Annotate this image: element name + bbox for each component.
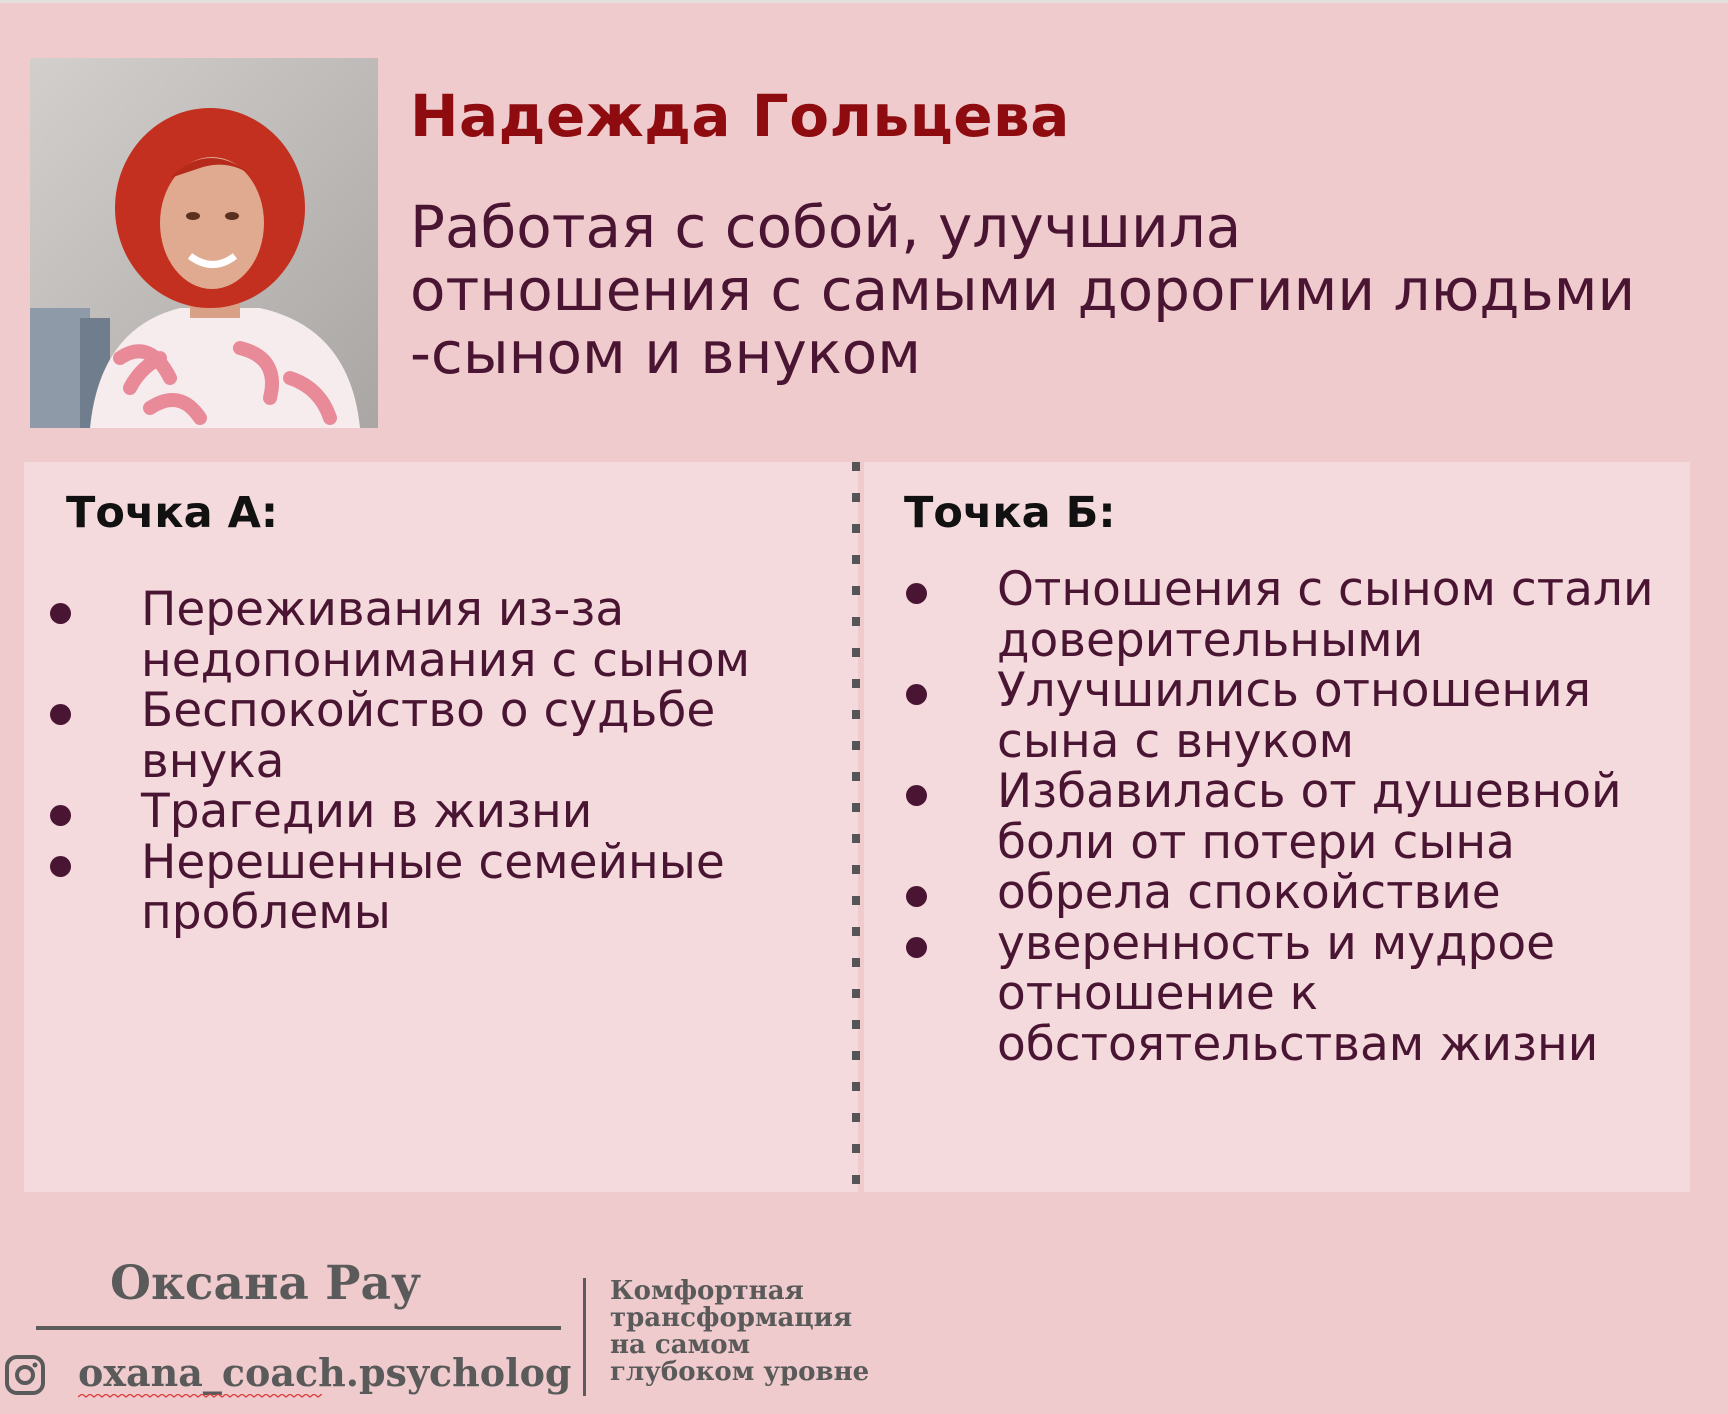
list-item-text: Избавилась от душевной боли от потери сына bbox=[997, 764, 1622, 870]
bullet-icon bbox=[50, 856, 71, 877]
bullet-icon bbox=[906, 785, 927, 806]
brand-name: Оксана Рау bbox=[110, 1256, 422, 1311]
dotted-divider bbox=[852, 462, 860, 1192]
bullet-icon bbox=[906, 583, 927, 604]
tagline-line: глубоком уровне bbox=[610, 1357, 870, 1387]
list-item bbox=[906, 865, 1696, 920]
headline-line: отношения с самыми дорогими людьми bbox=[410, 256, 1636, 324]
bullet-icon bbox=[906, 937, 927, 958]
list-item bbox=[50, 784, 830, 839]
instagram-icon[interactable] bbox=[4, 1354, 46, 1396]
list-item-text: Трагедии в жизни bbox=[141, 784, 593, 839]
list-item bbox=[906, 562, 1696, 668]
point-b-list bbox=[906, 562, 1696, 1072]
bullet-icon bbox=[50, 603, 71, 624]
brand-underline bbox=[36, 1326, 561, 1330]
profile-photo bbox=[30, 58, 378, 428]
list-item bbox=[906, 764, 1696, 870]
point-a-list bbox=[50, 582, 830, 940]
spellcheck-underline bbox=[78, 1394, 322, 1400]
list-item-text: обрела спокойствие bbox=[997, 865, 1501, 920]
list-item bbox=[50, 582, 830, 688]
list-item-text: Нерешенные семейные проблемы bbox=[141, 834, 725, 940]
top-border bbox=[0, 0, 1728, 3]
list-item-text: уверенность и мудрое отношение к обстоятельствам жизни bbox=[997, 915, 1599, 1072]
list-item-text: Улучшились отношения сына с внуком bbox=[997, 663, 1591, 769]
list-item bbox=[50, 834, 830, 940]
instagram-handle[interactable]: oxana_coach.psycholog bbox=[78, 1350, 572, 1395]
headline bbox=[410, 193, 1700, 387]
headline-line: Работая с собой, улучшила bbox=[410, 193, 1242, 261]
bullet-icon bbox=[50, 704, 71, 725]
list-item bbox=[906, 663, 1696, 769]
bullet-icon bbox=[906, 684, 927, 705]
list-item-text: Отношения с сыном стали доверительными bbox=[997, 562, 1654, 668]
footer-separator bbox=[583, 1278, 586, 1396]
list-item-text: Переживания из-за недопонимания с сыном bbox=[141, 582, 751, 688]
tagline-line: Комфортная bbox=[610, 1276, 804, 1306]
list-item-text: Беспокойство о судьбе внука bbox=[141, 683, 716, 789]
bullet-icon bbox=[906, 886, 927, 907]
point-a-title: Точка А: bbox=[66, 488, 279, 538]
person-name: Надежда Гольцева bbox=[410, 82, 1070, 150]
tagline bbox=[610, 1278, 869, 1386]
point-b-title: Точка Б: bbox=[904, 488, 1116, 538]
list-item bbox=[906, 915, 1696, 1072]
list-item bbox=[50, 683, 830, 789]
tagline-line: трансформация bbox=[610, 1303, 853, 1333]
bullet-icon bbox=[50, 805, 71, 826]
headline-line: -сыном и внуком bbox=[410, 319, 922, 387]
tagline-line: на самом bbox=[610, 1330, 751, 1360]
